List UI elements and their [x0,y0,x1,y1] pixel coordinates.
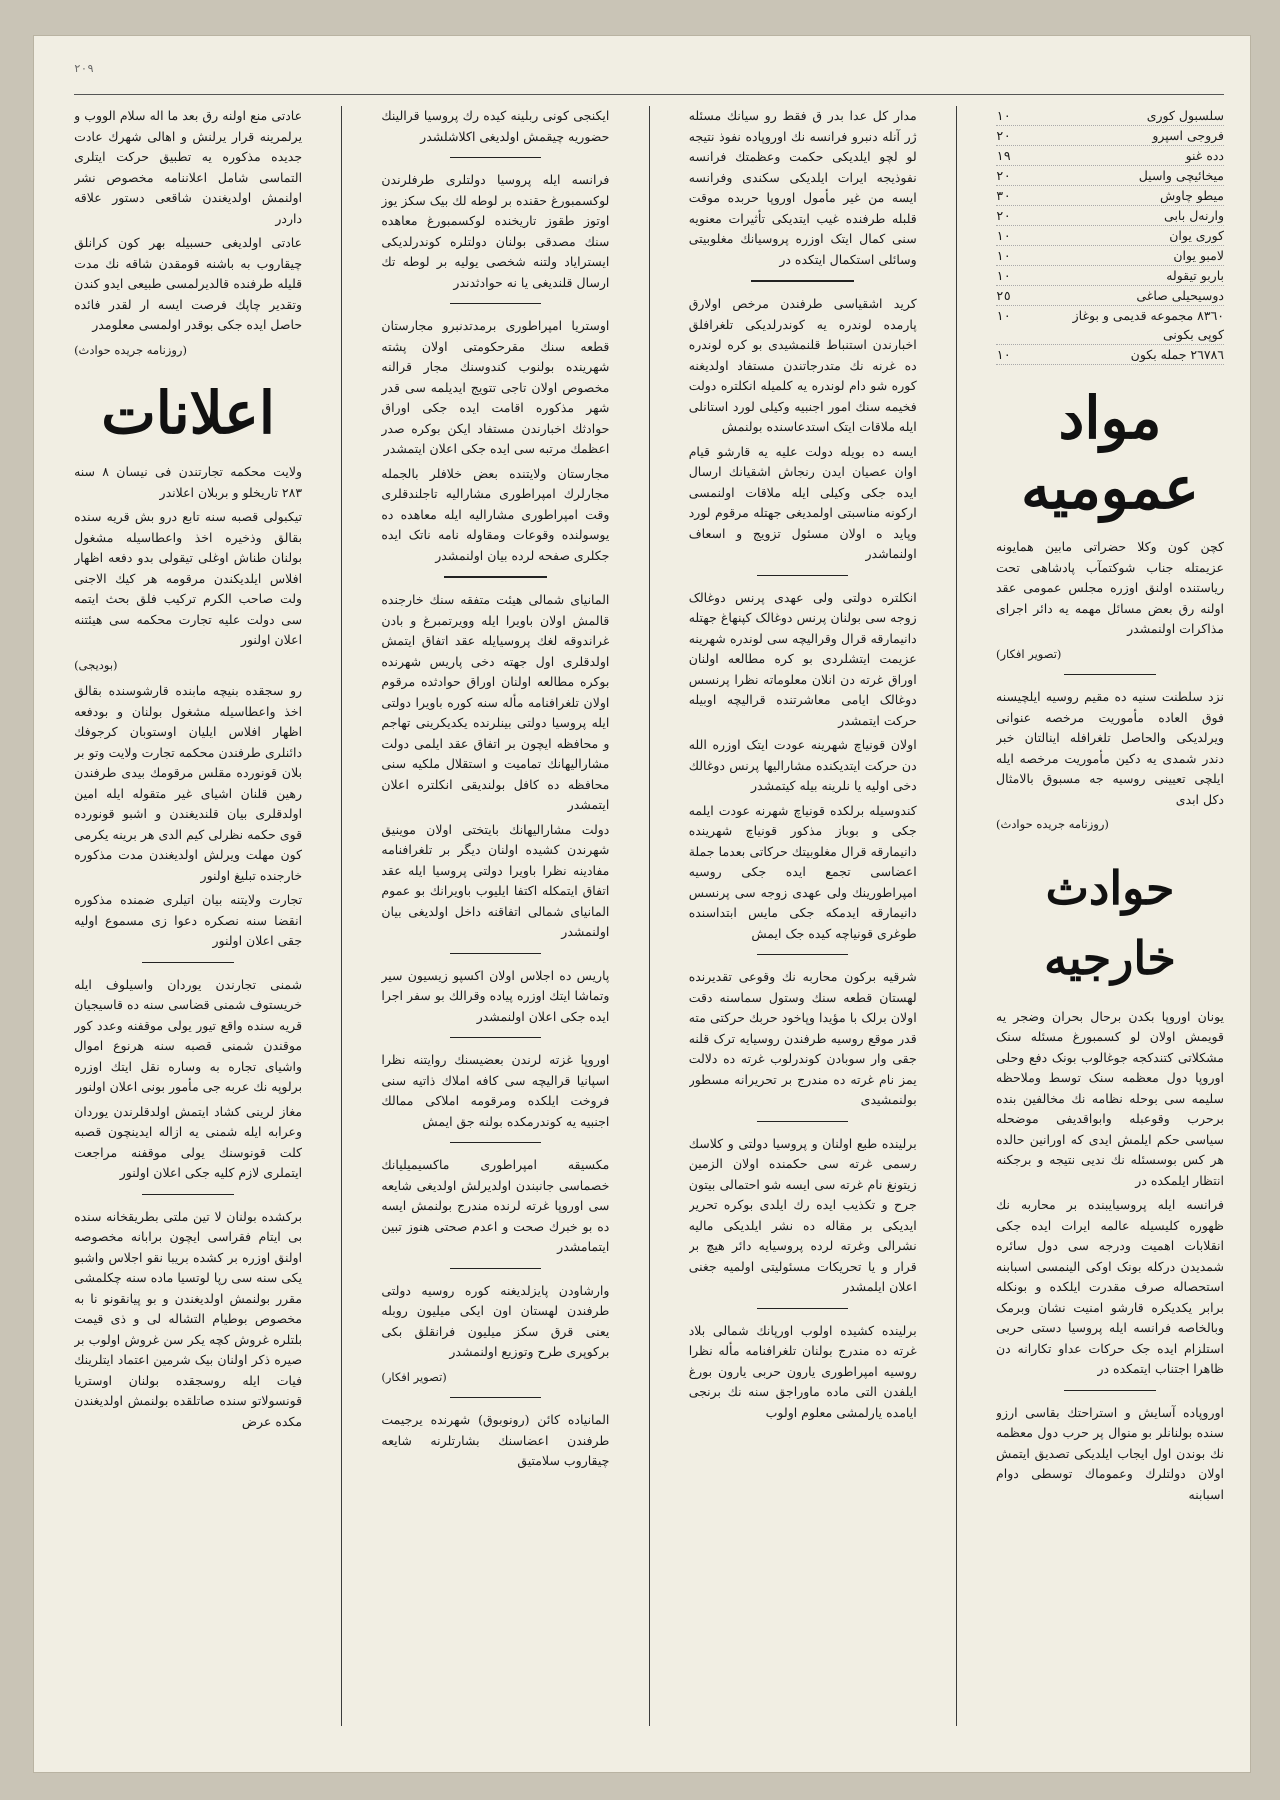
price-value: ٣٠ [996,188,1012,203]
price-row [996,206,1224,226]
article-text: کندوسیله برلکده قونیاچ شهرنه عودت ایلمه جکی و بوباز مذکور قونیاچ شهرینده دانیمارقه قرال مغلوبیتك حرکاتی بعدما جملة اعضاسی تجمع ایده جکی روسیه امپراطورینك ولی عهدی زوجه سی پرنسس دانیمارقه ایدمکه جکی مایس ابتداسنده طوغری قونیاچه کیده جک ایمش [688,802,917,941]
article-text: نزد سلطنت سنیه ده مقیم روسیه ایلچیسنه فوق العاده مأموریت مرخصه عنوانی ویرلدیکی والحاصل تلغرافله اینالتان خبر دندر شمدی یه دکین مأموریت مرخصه ایله ایلچی تعیینی روسیه جه مسبوق بالامثال دکل ابدی [996,689,1224,807]
article-text: مغاز لرینی کشاد ایتمش اولدقلرندن یوردان وعرابه ایله شمنی یه ازاله ایدینچون قصبه کلت قونوسنك یولی موقفنه مراجعت ایتملری لازم کلیه جکی اعلان اولنور [74,1103,303,1180]
price-name: میخائیچی واسیل [1138,168,1224,183]
article [689,294,917,565]
article-text: پاریس ده اجلاس اولان اکسپو زیسیون سیر وتماشا ایتك اوزره پیاده وقرالك بو سفر اجرا ایده جکی اعلان اولنمشدر [381,967,610,1024]
newspaper-page [34,36,1250,1772]
separator [751,280,854,282]
section-heading-ilanat: اعلانات [101,379,275,447]
article-text: کرید اشقیاسی طرفندن مرخص اولارق پارمده لوندره یه کوندرلدیکی تلغرافلق اخبارندن استنباط قلنمشیدی بو کره لوندره ده غرنه نك متدرجاتندن مستفاد اولدیغنه کوره شو دام لوندره یه کلمیله انکلتره دولت فخیمه سنك امور اجنبیه وکیلی لورد استانلی ایله ملاقات ایتک استدعاسنده بولنمش [688,296,917,434]
price-row [996,345,1224,365]
article-text: تجارت ولایتنه بیان اتیلری ضمنده مذکوره انقضا سنه نصکره دعوا زی مسموع اولیه جقی اعلان اولنور [74,892,303,948]
article-source: (تصویر افکار) [996,646,1062,661]
column-2 [689,106,917,1726]
article-text: اوروپا غزته لرندن بعضیسنك روایتنه نظرا اسپانیا قرالیچه سی کافه املاك ذاتیه سنی فروخت ایلکده ومرقومه املاکی ممالك اجنبیه یه کوندرمکده بولنه جق ایمش [381,1052,610,1129]
price-row [996,246,1224,266]
article-text: رو سجقده بنیچه مابنده قارشوسنده بقالق اخذ واعطاسیله مشغول بولنان و بودفعه اظهار افلاس ایلیان اوستوبان کرجوفك دائنلری طرفندن محکمه تجارت ولایت وتو بر بلان قونورده مقلس مرقومك بیدی طرفندن رهین قلنان اشیای غیر متقوله ایله امین اولدقلری بیان قلندیغندن و اشبو قونورده قوی حکمه نظرلی کیم الدی هر برینه یکرمی کون مهلت ویرلش اولدیغندن مدت مذکوره خارجنده تبلیغ اولنور [74,683,303,883]
price-value: ١٠ [996,248,1012,263]
article [689,588,917,945]
article-text: دولت مشارالیهانك بایتختی اولان موینیق شهرندن کشیده اولنان دیگر بر تلغرافنامه مفادینه نظرا باویرا دولتی پروسیا ایله عقد اتفاق ایتمکله اکتفا ایلیوب باویرانك بو عموم المانیای شمالی اتفاقنه داخل اولدیغی بیان اولنمشدر [381,821,610,939]
price-name: فروجی اسپرو [1152,128,1224,143]
separator [757,575,848,576]
price-name: لامبو یوان [1173,248,1224,263]
separator [142,962,233,963]
section-heading-havadis: حوادث خارجیه [1044,860,1176,985]
article-text: عادتی اولدیغی حسبیله بهر کون کرانلق چیقاروب به باشنه قومقدن شاقه نك مدت قلیله طرفنده قالدیرلمسی طبیعی ایدو کندن وتقدیر چاپك فرصت ایسه ار لقدر فائده حاصل ایده جکی بوقدر اولمسی معلومدر [74,235,303,332]
article-text: ایکنجی کونی ربلینه کیده رك پروسیا قرالینك حضوریه چیقمش اولدیغی اکلاشلشدر [381,108,610,144]
article [381,170,609,293]
article [381,316,609,566]
price-value: ١٠ [996,108,1012,123]
top-rule [74,94,1224,95]
column-rule [341,106,342,1726]
article [381,1155,609,1258]
separator [450,303,541,304]
article-source: (روزنامه جریده حوادث) [74,342,187,357]
separator [450,1397,541,1398]
article-source: (بودیجی) [74,657,118,672]
article-text: المانیای شمالی هیئت متفقه سنك خارجنده قالمش اولان باویرا ایله وویرتمبرغ و بادن غراندوقه لغك پروسیایله عقد اتفاق ایتمش اولدقلری اول جهته دخی پاریس شهرنده بوکره مطالعه اولنان اوراق حوادثده مرقوم اولان تلغرافنامه مأله سنه کوره باویرا دولتی ایله پروسیا دولتی بینلرنده یکدیکرینی تهاجم و محافظه ایچون بر اتفاق عقد ایلمی دولت مشارالیهانك تمامیت و استقلال ملکیه سنی محافظه ده کافل بولندیقی انکلتره اعلان ایتمشدر [381,592,610,812]
article-text: انکلتره دولتی ولی عهدی پرنس دوغالک زوجه سی بولنان پرنس دوغالک کپنهاغ جهتله دانیمارقه قرال وقرالیچه سی لوندره شهرینه عزیمت ایتشلردی بو کره مطالعه اولنان اوراق غرته دن انلان معلوماته نظرا پرنسس دوغالک ایامی معاشرتنده قرالیچه اوبیله حرکت ایتمشدر [688,589,917,728]
price-row [996,306,1224,345]
price-name: دوسیحیلی صاغی [1136,288,1224,303]
article-text: اوروپاده آسایش و استراحتك بقاسی ارزو سنده بولنانلر بو منوال پر حرب دول معظمه نك بوندن اول ایجاب ایلدیکی تصدیق ایتمش اولان دولتلرك وعموماك توسطی دوام اسبابنه [996,1404,1224,1502]
separator [757,1308,848,1309]
article-source: (روزنامه جریده حوادث) [996,817,1109,831]
separator [444,576,547,578]
price-row [996,166,1224,186]
article [381,1050,609,1132]
price-value: ١٠ [996,228,1012,243]
announcement [74,1207,302,1433]
article-text: وارشاودن پایزلدیغنه کوره روسیه دولتی طرفندن لهستان اون ایکی میلیون روبله یعنی قرق سکز میلیون فرانقلق بکی برکوپری طرح وتوزیع اولنمشدر [381,1282,610,1359]
article [381,590,609,943]
article-text: یونان اوروپا بکدن برحال بحران وضجر یه قویمش اولان لو کسمبورغ مسئله سنک مشکلاتی کتندکجه جوغالوب بونک دفع وحلی اوروپا دول معظمه سنک توسط وملاحظه سلیمه سی بوحله نظامه نك مخالفین بنده برحرب وقوعبله وابواقدیفی موضحله سیاسی حکم ایلمش ایدی که اورانین حالده هر کس بوسسئله نك ندیی نتیجه و برجکنه انتظار ایلمکده در [996,1008,1224,1188]
price-name: میطو چاوش [1160,188,1224,203]
article-text: عادتی منع اولنه رق بعد ما اله سلام الووب و یرلمرینه قرار یرلنش و اهالی شهرك عادت جدیده مذکوره یه تطبیق حرکت ایتلری التماسی شامل اعلاننامه مخصوص نشر اولنمش اولدیغندن شاقعی دستور علاقه داردر [74,108,303,226]
price-value: ١٠ [996,308,1012,323]
article [689,106,917,270]
article-text: اوستریا امپراطوری برمدتدنبرو مجارستان قطعه سنك مقرحکومتی اولان پشته شهرینده بولنوب کندوسنك مجار قرالنه مخصوص اولان تاجی تتویج ایدیلمه سی قدر شهر مذکوره اقامت ایده جکی اوراق حوادثك اخبارندن مستفاد ایکن بوکره صدر اعظمك مرتبه سی ایده جکی اعلان ایتمشدر [381,318,610,456]
article-text: کچن کون وکلا حضراتی مابین همایونه عزیمتله جناب شوکتمآب پادشاهی تحت ریاستنده اولنق اوزره مجلس عمومی عقد اولنه رق بعض مسائل مهمه یه دائر اجرای مذاکرات اولنمشدر [996,539,1224,636]
price-value: ١٩ [996,148,1012,163]
article [689,967,917,1111]
separator [450,157,541,158]
article [74,106,302,360]
article [689,1321,917,1424]
column-rule [649,106,650,1726]
price-name: ٢٦٧٨٦ جمله بکون [1130,347,1224,362]
article [381,966,609,1028]
article-source: (تصویر افکار) [381,1369,447,1384]
article-text: مجارستان ولایتنده بعض خلافلر بالجمله مجارلرك امپراطوری مشارالیه تاجلندقلری وقت امپراطوری مشارالیه ایله معاهده ده یوسولنده وقوعات ومقاوله نامه ناتک ایده جکلری صفحه لرده بیان اولنمشدر [381,465,610,563]
announcement [74,462,302,675]
price-row [996,126,1224,146]
article [689,1134,917,1298]
page-number: ٢٠٩ [74,62,94,75]
separator [1064,1390,1155,1391]
separator [450,1142,541,1143]
separator [757,954,848,955]
separator [450,1268,541,1269]
column-3 [381,106,609,1726]
price-name: کوری یوان [1169,228,1224,243]
column-1 [996,106,1224,1726]
article-text: فرانسه ایله پروسیایبنده بر محاربه نك ظهوره کلیسیله عالمه ایرات ایده جکی انقلابات اهمیت ودرجه سی دول سائره شمدیدن درکله بونک اوکی الینمسی اسبابنه استحصاله صرف مقدرت ایلکده و بونکله برابر یکدیکره قارشو امنیت نشان وبرمک وبالخاصه فرانسه ایله پروسیا دستی حربی استلزام ایده جک حرکات عداو تکارانه دن ظاهرا اجتناب ایتمکده در [996,1197,1224,1376]
article-text: ایسه ده بویله دولت علیه یه قارشو قیام اوان عصیان ایدن رنجاش اشقیانك ارسال ایده جکی وکیلی ایله ملاقات اولنمسی ارکونه مناسبتی اولمدیغی جهتله مرقوم لورد وپاید ه اولان مسئول تزویج و اسعاف اولنماشدر [688,443,917,561]
article-text: فرانسه ایله پروسیا دولتلری طرفلرندن لوکسمبورغ حقنده بر لوطه لك بیک سکز یوز اوتوز طقوز تاریخنده لوکسمبورغ معاهده سنك مصدقی بولنان دولتلره کوندرلدیکی ایسترایاد ولتنه شخصی یولیه بر لوطه تك ارسال قلندیغی یا نه حوادثدندر [381,172,610,290]
article-text: اولان قونیاچ شهرینه عودت ایتک اوزره الله دن حرکت ایتدیکنده مشارالیها پرنس دوغالك دخی اولیه یا نلرینه بیله کیتمشدر [688,737,917,793]
announcement [74,681,302,952]
column-rule [956,106,957,1726]
article [381,106,609,147]
article [381,1281,609,1388]
article-text: برلینده کشیده اولوب اورپانك شمالی بلاد غرته ده مندرج بولنان تلغرافنامه مأله نظرا روسیه امپراطوری یارون حربی یارون بورغ ایلفدن التی ماده ماوراجق سنه نك برنجی ایامده یارلمشی معلوم اولوب [688,1322,917,1420]
article [996,1403,1224,1506]
columns [74,106,1224,1726]
article-text: مکسیقه امپراطوری ماکسیمیلیانك خصماسی جانبندن اولدیرلش اولدیغی شایعه سی اوروپا غرته لرنده مندرج بولنمش ایسه ده بو خبرك صحت و اعدم صحتی هنوز تبین ایتمامشدر [381,1157,610,1254]
column-4 [74,106,302,1726]
price-value: ٢٥ [996,288,1012,303]
price-row [996,106,1224,126]
price-list [996,106,1224,365]
separator [450,1037,541,1038]
price-name: دده غنو [1185,148,1224,163]
announcement [74,975,302,1184]
article [996,1007,1224,1380]
price-name: سلسبول کوری [1146,108,1224,123]
price-row [996,286,1224,306]
price-value: ٢٠ [996,128,1012,143]
article-text: المانیاده کائن (رونوبوق) شهرنده یرجیمت طرفندن اعضاسنك بشارتلرنه شایعه چیقاروب سلامتیق [381,1412,610,1468]
article-text: شرقیه برکون محاربه نك وقوعی تقدیرنده لهستان قطعه سنك وستول سماسنه دقت اولان برلک با مؤیدا وپاخود حربك حرکتی مته قدر موقع روسیه طرفندن روسیایه ترک قلنه جقی وار سوبادن کوندرلوب غرته ده دلالت یمز نام غرته ده مندرج بر تحریرانه مسطور بولنمشیدی [688,969,917,1107]
price-row [996,146,1224,166]
article-text: شمنی تجارندن یوردان واسیلوف ایله خریستوف شمنی قضاسی سنه ده قاسیجیان قریه سنده واقع تیور یولی موقفنه وعدد کور موقندن شمنی قصبه سنه هرنوع اموال واشیای تجاره به وساره نقل ایتك اوزره برلوپه نك عربه جی مأمور بونی اعلان اولنور [74,976,303,1094]
article-text: برلینده طبع اولنان و پروسیا دولتی و کلاسك رسمی غرته سی حکمنده اولان الزمین زیتونغ نام غرته سی ایسه شو احتمالی بیتون جرح و تکذیب ایده رك ایلدی بوکره تحریر ایدیکی بر مقاله ده نشر ایلدیکی مالیه نشرالی وغرته لرده پروسیایه دائر هیچ بر قرار و یا تحریکات مسئولیتی اولمیه جغنی اعلان ایلمشدر [688,1135,917,1294]
price-name: ٨٣٦٠ مجموعه قدیمی و بوغاز کوپی بکونی [1072,308,1224,342]
article [381,1410,609,1472]
price-name: وارنەل بابی [1164,208,1224,223]
price-row [996,226,1224,246]
separator [142,1194,233,1195]
price-value: ١٠ [996,347,1012,362]
article-text: برکشده بولنان لا تین ملتی بطریقخانه سنده بی ایتام فقراسی ایچون برابانه مخصوصه اولنق اوزره بر کشده بریبا نقو اجلاس واشبو یکی سنه سی رپا لوتسیا ماده سنه چکلمشی مقرر بولنمش اولدیغندن و بو پیانقونو نا به مخصوص بوطیام التشاله لی و ذی قیمت بلتلره غروش کچه یکر سن غروش اولوب بر صیره ذکر اولنان بیک شرمین اعتماد ایتلرینك فیات ایله روسجقده بولنان اوستریا قونسولاتو سنده صاتلقده بولنمش اولدیغندن مکده عرض [74,1208,303,1429]
price-row [996,186,1224,206]
price-value: ٢٠ [996,168,1012,183]
separator [757,1121,848,1122]
article-text: تیکبولی قصبه سنه تابع درو بش قریه سنده بقالق وذخیره اخذ واعطاسیله مشغول بولنان طناش اوغلی تیقولی بدو دفعه اظهار افلاس ایلدیکندن مرقومه هر کیك الاجنی ولت صاحب الکرم ترکیب فلق بحث ایتمه سی دولت علیه تجارت محکمه سی هیئتنه اعلان اولنور [74,509,303,647]
price-row [996,266,1224,286]
price-name: باربو تیقوله [1166,268,1224,283]
article-text: ولایت محکمه تجارتندن فی نیسان ٨ سنه ٢٨٣ تاریخلو و بربلان اعلاندر [74,464,303,500]
article-text: مدار کل عدا بدر ق فقط رو سیانك مسئله ژر آنله دنبرو فرانسه نك اوروپاده نفوذ نتیجه لو لچو ایلدیکی حکمت وعظمتك فرانسه نفوذیجه ایرات ایلدیکی سکندی وفرانسه ایسه من غیر مأمول اوروپا حربده موقت قلبله طرفنده غیب ایتدیکی تأثیرات معنویه سنی کمال ایتک اوزره پروسیانك مغلوبیتی وسائلی استکمال ایتکده در [688,108,917,267]
section-heading-mevadd: مواد عمومیه [1021,384,1199,522]
separator [1064,674,1155,675]
price-value: ١٠ [996,268,1012,283]
price-value: ٢٠ [996,208,1012,223]
separator [450,953,541,954]
article [996,537,1224,664]
article [996,687,1224,835]
